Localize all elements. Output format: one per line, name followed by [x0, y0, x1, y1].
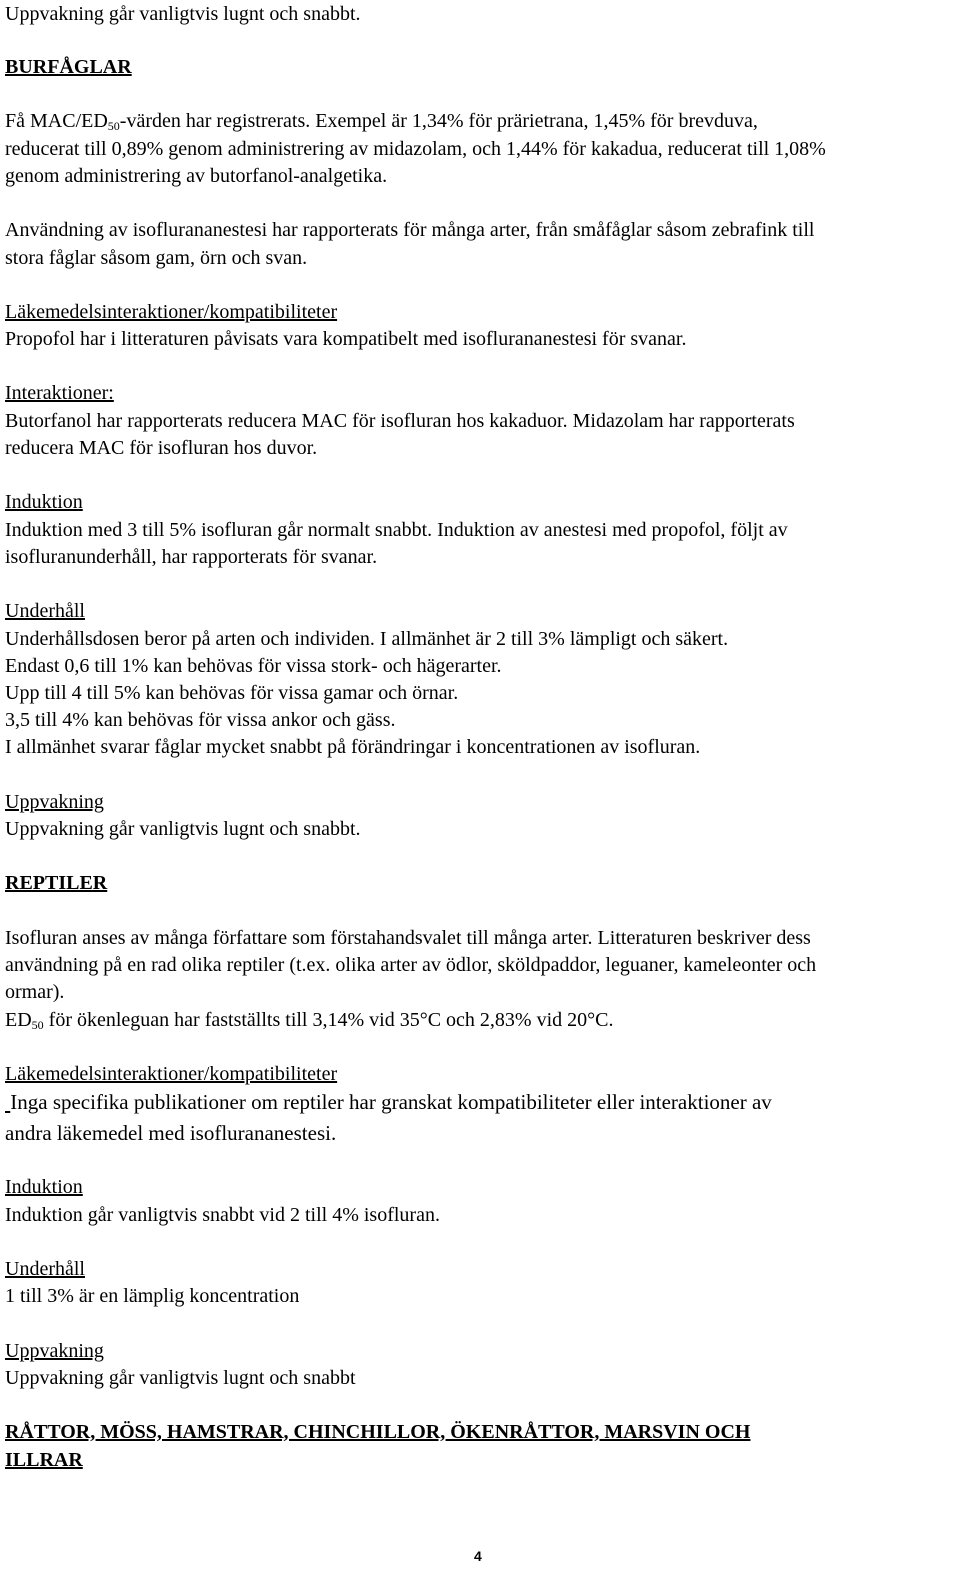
reptiles-intro-line3: ormar).: [5, 981, 65, 1003]
birds-mac-line3: genom administrering av butorfanol-analgetika.: [5, 165, 388, 187]
birds-recovery-heading: Uppvakning: [5, 791, 104, 813]
reptiles-compat-line2: andra läkemedel med isoflurananestesi.: [5, 1121, 337, 1145]
birds-maintenance-line: I allmänhet svarar fåglar mycket snabbt på förändringar i koncentrationen av isofluran.: [5, 736, 701, 758]
reptiles-maintenance-heading: Underhåll: [5, 1258, 85, 1280]
reptiles-compat-line1: Inga specifika publikationer om reptiler har granskat kompatibiliteter eller interaktioner av: [10, 1090, 772, 1114]
birds-induction-line1: Induktion med 3 till 5% isofluran går normalt snabbt. Induktion av anestesi med propofol, följt av: [5, 519, 788, 541]
birds-interactions-line1: Butorfanol har rapporterats reducera MAC för isofluran hos kakaduor. Midazolam har rapporterats: [5, 410, 795, 432]
birds-induction-line2: isofluranunderhåll, har rapporterats för svanar.: [5, 546, 378, 568]
reptiles-induction-heading: Induktion: [5, 1176, 83, 1198]
birds-mac-line1: Få MAC/$ED_{50}$-värden har registrerats. Exempel är 1,34% för prärietrana, 1,45% för brevduva,: [5, 110, 758, 133]
birds-interactions-line2: reducera MAC för isofluran hos duvor.: [5, 437, 318, 459]
reptiles-induction-text: Induktion går vanligtvis snabbt vid 2 till 4% isofluran.: [5, 1204, 440, 1226]
birds-maintenance-line: Upp till 4 till 5% kan behövas för vissa gamar och örnar.: [5, 682, 459, 704]
reptiles-ed50-line: $ED_{50}$ för ökenleguan har fastställts till 3,14% vid 35°C och 2,83% vid 20°C.: [5, 1009, 614, 1032]
birds-intro-recovery: Uppvakning går vanligtvis lugnt och snabbt.: [5, 3, 361, 25]
reptiles-intro-line1: Isofluran anses av många författare som förstahandsvalet till många arter. Litteraturen beskriver dess: [5, 927, 811, 949]
birds-recovery-text: Uppvakning går vanligtvis lugnt och snabbt.: [5, 818, 361, 840]
reptiles-compat-heading: Läkemedelsinteraktioner/kompatibiliteter: [5, 1063, 338, 1085]
birds-interactions-heading: Interaktioner:: [5, 382, 114, 404]
birds-maintenance-line: Endast 0,6 till 1% kan behövas för vissa stork- och hägerarter.: [5, 655, 502, 677]
rodents-heading-line1: RÅTTOR, MÖSS, HAMSTRAR, CHINCHILLOR, ÖKENRÅTTOR, MARSVIN OCH: [5, 1421, 751, 1443]
reptiles-intro-line2: användning på en rad olika reptiler (t.ex. olika arter av ödlor, sköldpaddor, leguaner, kameleonter och: [5, 954, 817, 976]
birds-mac-line2: reducerat till 0,89% genom administrering av midazolam, och 1,44% för kakadua, reducerat till 1,08%: [5, 138, 826, 160]
birds-usage-line1: Användning av isoflurananestesi har rapporterats för många arter, från småfåglar såsom zebrafink till: [5, 219, 815, 241]
birds-compat-text: Propofol har i litteraturen påvisats vara kompatibelt med isoflurananestesi för svanar.: [5, 328, 687, 350]
birds-usage-line2: stora fåglar såsom gam, örn och svan.: [5, 247, 308, 269]
page-number: 4: [474, 1548, 482, 1564]
birds-maintenance-line: 3,5 till 4% kan behövas för vissa ankor och gäss.: [5, 709, 396, 731]
reptiles-recovery-text: Uppvakning går vanligtvis lugnt och snabbt: [5, 1367, 356, 1389]
birds-induction-heading: Induktion: [5, 491, 83, 513]
reptiles-recovery-heading: Uppvakning: [5, 1340, 104, 1362]
birds-maintenance-line: Underhållsdosen beror på arten och individen. I allmänhet är 2 till 3% lämpligt och säkert.: [5, 628, 729, 650]
reptiles-maintenance-text: 1 till 3% är en lämplig koncentration: [5, 1285, 300, 1307]
birds-maintenance-heading: Underhåll: [5, 600, 85, 622]
birds-compat-heading: Läkemedelsinteraktioner/kompatibiliteter: [5, 301, 338, 323]
birds-heading: BURFÅGLAR: [5, 56, 132, 78]
reptiles-heading: REPTILER: [5, 872, 108, 894]
rodents-heading-line2: ILLRAR: [5, 1449, 83, 1471]
